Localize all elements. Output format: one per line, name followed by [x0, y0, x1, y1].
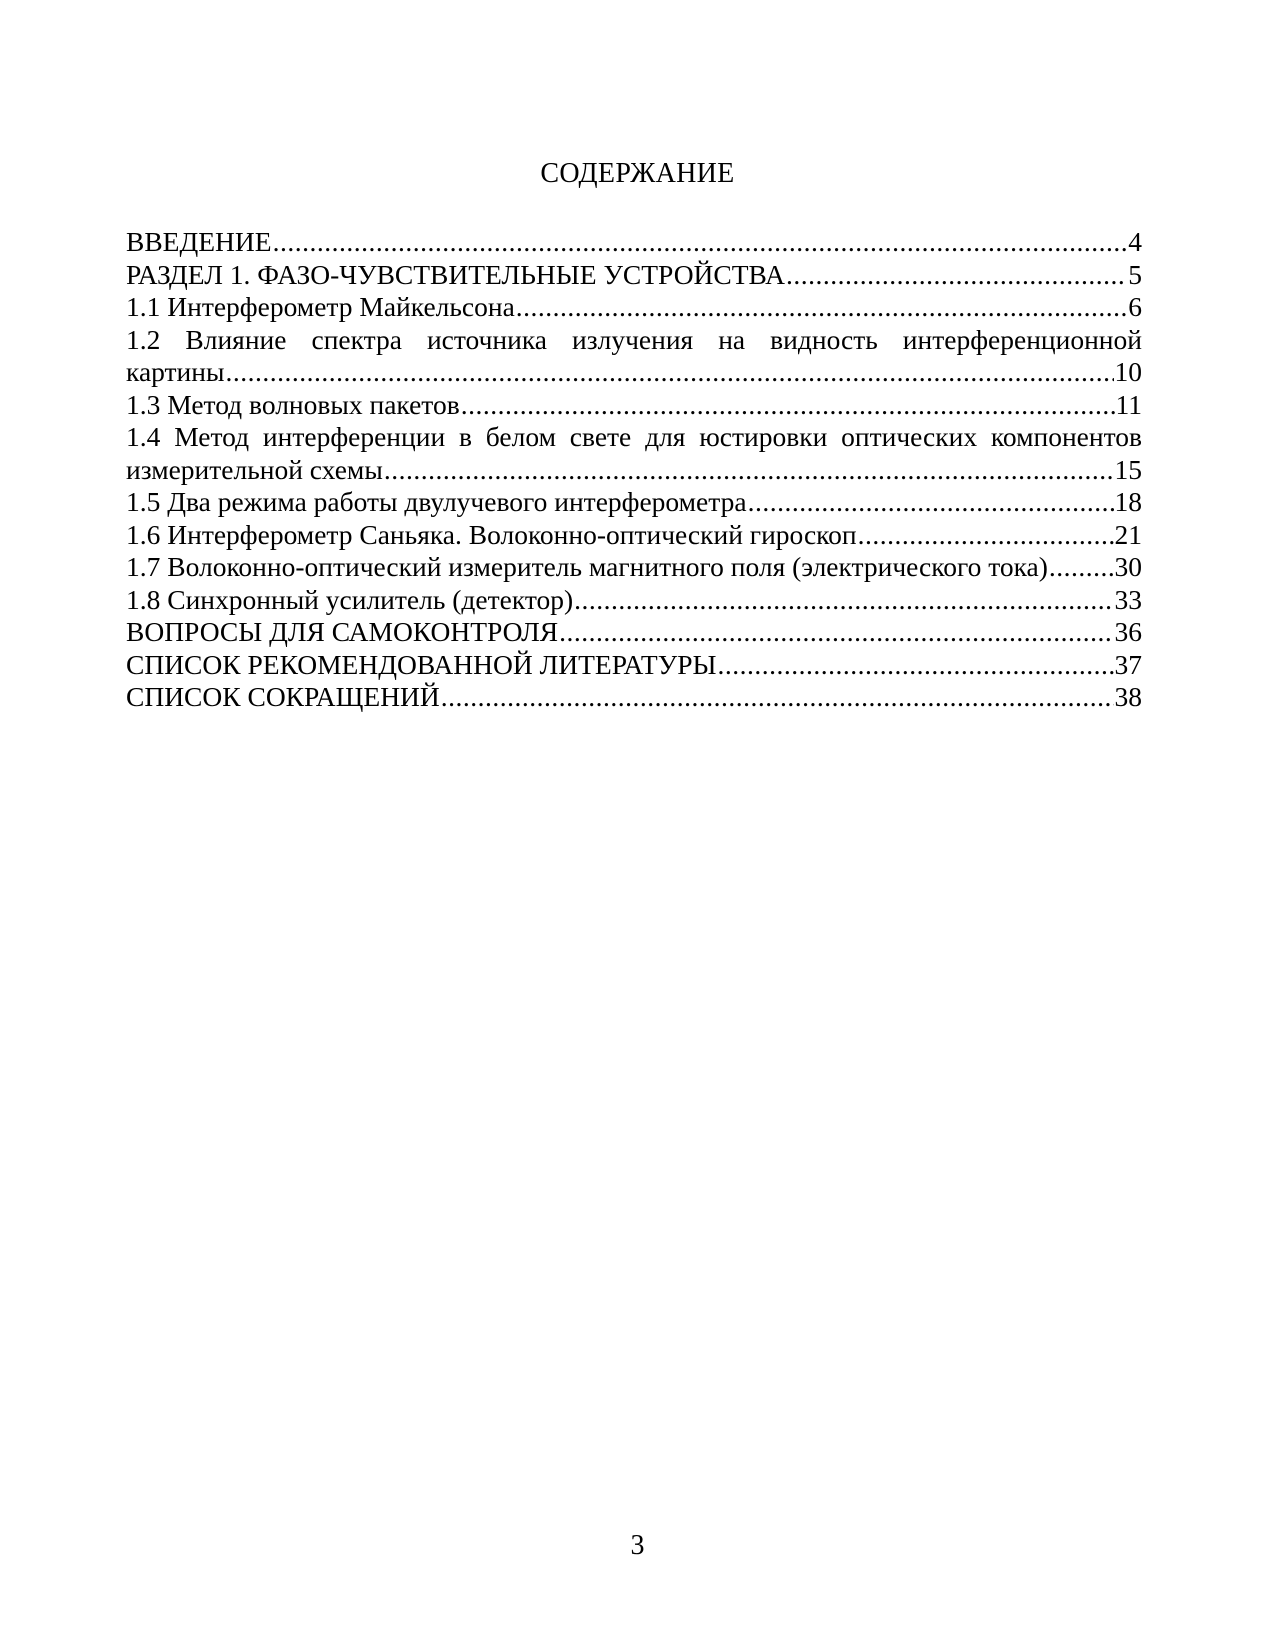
toc-entry-1-3[interactable]	[126, 389, 1142, 422]
toc-entry-page: 11	[1115, 388, 1142, 420]
dot-leader	[1049, 551, 1114, 584]
toc-entry-page: 30	[1114, 551, 1142, 582]
dot-leader	[384, 454, 1114, 487]
toc-entry-page: 33	[1114, 583, 1142, 615]
toc-entry-title: СПИСОК СОКРАЩЕНИЙ	[126, 681, 440, 712]
toc-entry-title: 1.5 Два режима работы двулучевого интерферометра	[126, 486, 747, 517]
dot-leader	[574, 584, 1113, 617]
table-of-contents	[126, 226, 1142, 714]
toc-entry-title: 1.8 Синхронный усилитель (детектор)	[126, 583, 574, 615]
toc-entry-page: 5	[1128, 258, 1142, 290]
toc-entry-references[interactable]	[126, 649, 1142, 682]
toc-entry-title: ВОПРОСЫ ДЛЯ САМОКОНТРОЛЯ	[126, 616, 559, 647]
dot-leader	[858, 519, 1114, 552]
page-title: СОДЕРЖАНИЕ	[540, 158, 735, 189]
toc-entry-self-check-questions[interactable]	[126, 616, 1142, 649]
dot-leader	[441, 681, 1114, 714]
toc-entry-1-1[interactable]	[126, 291, 1142, 324]
toc-entry-page: 15	[1114, 453, 1142, 485]
toc-entry-page: 36	[1114, 616, 1142, 647]
toc-entry-1-7[interactable]	[126, 551, 1142, 584]
toc-entry-page: 6	[1128, 291, 1142, 322]
toc-entry-1-4[interactable]	[126, 421, 1142, 486]
toc-entry-1-2[interactable]	[126, 324, 1142, 389]
toc-entry-title-line1: 1.2 Влияние спектра источника излучения на видность интерференционной	[126, 323, 1142, 355]
toc-entry-page: 18	[1114, 486, 1142, 517]
toc-entry-title-line1: 1.4 Метод интерференции в белом свете для юстировки оптических компонентов	[126, 421, 1142, 452]
toc-entry-title: 1.3 Метод волновых пакетов	[126, 388, 460, 420]
toc-entry-page: 4	[1128, 226, 1142, 257]
dot-leader	[786, 259, 1127, 292]
dot-leader	[273, 226, 1128, 259]
toc-entry-introduction[interactable]	[126, 226, 1142, 259]
toc-entry-abbreviations[interactable]	[126, 681, 1142, 714]
toc-entry-title: 1.7 Волоконно-оптический измеритель магнитного поля (электрического тока)	[126, 551, 1048, 582]
toc-entry-title-line2: измерительной схемы	[126, 453, 383, 485]
dot-leader	[559, 616, 1113, 649]
dot-leader	[225, 356, 1113, 389]
toc-entry-page: 10	[1114, 356, 1142, 387]
toc-entry-title: СПИСОК РЕКОМЕНДОВАННОЙ ЛИТЕРАТУРЫ	[126, 648, 717, 680]
dot-leader	[461, 389, 1115, 422]
toc-entry-1-5[interactable]	[126, 486, 1142, 519]
toc-entry-page: 37	[1114, 648, 1142, 680]
toc-entry-page: 21	[1114, 518, 1142, 550]
toc-entry-title: 1.6 Интерферометр Саньяка. Волоконно-оптический гироскоп	[126, 518, 857, 550]
toc-entry-title-line2: картины	[126, 356, 225, 387]
dot-leader	[516, 291, 1127, 324]
toc-entry-1-8[interactable]	[126, 584, 1142, 617]
toc-entry-1-6[interactable]	[126, 519, 1142, 552]
toc-entry-title: ВВЕДЕНИЕ	[126, 226, 272, 257]
page-number: 3	[630, 1530, 645, 1561]
toc-entry-page: 38	[1114, 681, 1142, 712]
dot-leader	[748, 486, 1114, 519]
dot-leader	[717, 649, 1113, 682]
toc-entry-title: РАЗДЕЛ 1. ФАЗО-ЧУВСТВИТЕЛЬНЫЕ УСТРОЙСТВА	[126, 258, 786, 290]
toc-entry-section-1[interactable]	[126, 259, 1142, 292]
toc-entry-title: 1.1 Интерферометр Майкельсона	[126, 291, 515, 322]
